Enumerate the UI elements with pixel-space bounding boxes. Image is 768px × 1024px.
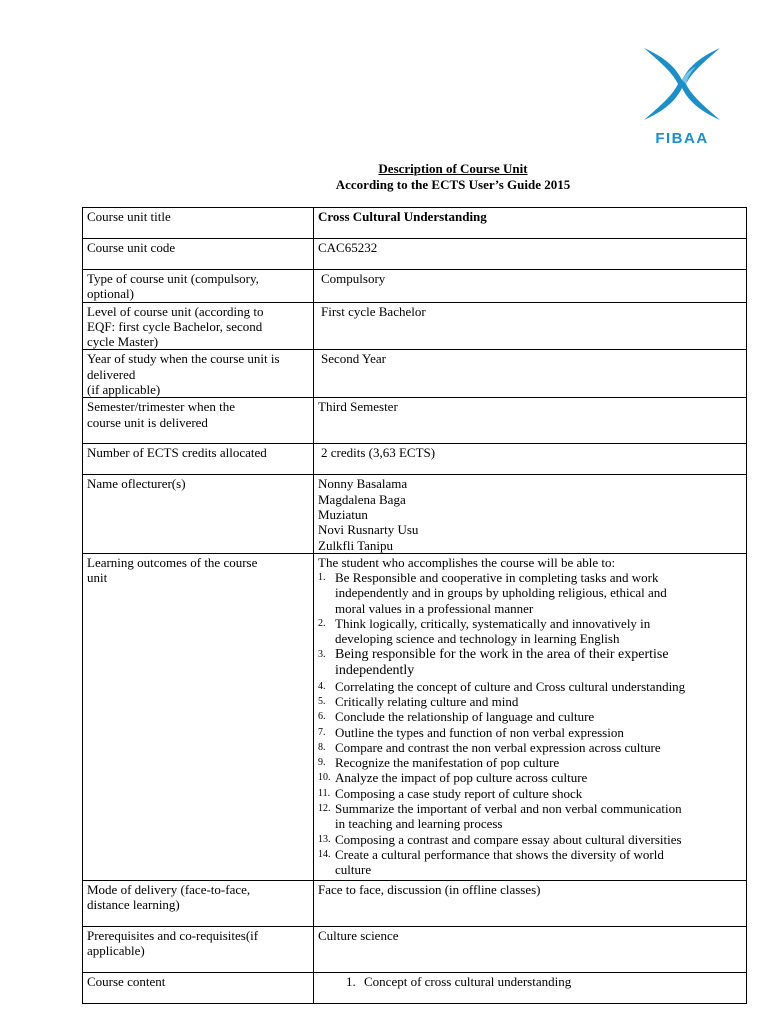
list-item: 14. Create a cultural performance that shows the diversity of world culture: [318, 846, 664, 878]
course-title-value: Cross Cultural Understanding: [314, 208, 747, 239]
lecturer-name: Nonny Basalama: [318, 476, 408, 492]
table-row: [83, 444, 747, 475]
row-label: Prerequisites and co-requisites(if applicable): [83, 926, 314, 972]
lecturers-value: [314, 475, 747, 553]
row-label: Semester/trimester when the course unit is delivered: [83, 398, 314, 444]
table-row: [83, 239, 747, 270]
list-item: 1. Concept of cross cultural understanding: [346, 973, 572, 989]
row-label: Name oflecturer(s): [83, 475, 314, 553]
table-row: [83, 208, 747, 239]
list-item: 12. Summarize the important of verbal and non verbal communication in teaching and learning process: [318, 801, 682, 832]
outcomes-list: [318, 570, 743, 877]
row-label: Year of study when the course unit is delivered (if applicable): [83, 350, 314, 398]
lecturer-name: Muziatun: [318, 506, 368, 522]
lecturer-name: Novi Rusnarty Usu: [318, 522, 419, 538]
document-title: Description of Course Unit: [378, 161, 528, 176]
document-subtitle: According to the ECTS User’s Guide 2015: [335, 177, 571, 192]
table-row: [83, 926, 747, 972]
course-description-table: [82, 207, 747, 1004]
table-row: [83, 398, 747, 444]
row-label: Mode of delivery (face-to-face, distance learning): [83, 880, 314, 926]
list-item: 7. Outline the types and function of non verbal expression: [318, 724, 624, 740]
list-item: 13. Composing a contrast and compare essay about cultural diversities: [318, 831, 682, 847]
course-type-value: Compulsory: [314, 270, 747, 303]
fibaa-logo: [634, 44, 730, 148]
year-of-study-value: Second Year: [314, 350, 747, 398]
fibaa-brand-text: FIBAA: [655, 130, 709, 147]
semester-value: Third Semester: [314, 398, 747, 444]
fibaa-x-star-icon: [642, 44, 722, 124]
table-row: [83, 350, 747, 398]
table-row: [83, 880, 747, 926]
list-item: 8. Compare and contrast the non verbal expression across culture: [318, 739, 661, 755]
list-item: 4. Correlating the concept of culture and Cross cultural understanding: [318, 678, 686, 694]
lecturer-name: Magdalena Baga: [318, 491, 406, 507]
ects-credits-value: 2 credits (3,63 ECTS): [314, 444, 747, 475]
table-row: [83, 475, 747, 553]
lecturer-name: Zulkfli Tanipu: [318, 537, 394, 553]
row-label: Level of course unit (according to EQF: first cycle Bachelor, second cycle Master): [83, 302, 314, 350]
outcomes-intro: The student who accomplishes the course will be able to:: [318, 554, 616, 570]
list-item: 6. Conclude the relationship of language and culture: [318, 709, 595, 725]
table-row: [83, 270, 747, 303]
row-label: Type of course unit (compulsory, optional): [83, 270, 314, 303]
list-item: 10. Analyze the impact of pop culture across culture: [318, 770, 588, 786]
table-row: [83, 302, 747, 350]
list-item: 3. Being responsible for the work in the area of their expertise independently: [318, 646, 669, 678]
course-level-value: First cycle Bachelor: [314, 302, 747, 350]
row-label: Number of ECTS credits allocated: [83, 444, 314, 475]
course-content-value: [314, 972, 747, 1003]
list-item: 11. Composing a case study report of culture shock: [318, 785, 583, 801]
list-item: 5. Critically relating culture and mind: [318, 693, 519, 709]
row-label: Course content: [83, 972, 314, 1003]
row-label: Learning outcomes of the course unit: [83, 553, 314, 880]
list-item: 9. Recognize the manifestation of pop culture: [318, 755, 560, 771]
table-row: [83, 553, 747, 880]
list-item: 2. Think logically, critically, systematically and innovatively in developing science and technology in learning English: [318, 616, 651, 647]
prerequisites-value: Culture science: [314, 926, 747, 972]
list-item: 1. Be Responsible and cooperative in completing tasks and work independently and in groups by upholding religious, ethical and moral values in a professional manner: [318, 570, 667, 616]
learning-outcomes-value: [314, 553, 747, 880]
mode-of-delivery-value: Face to face, discussion (in offline classes): [314, 880, 747, 926]
row-label: Course unit title: [83, 208, 314, 239]
row-label: Course unit code: [83, 239, 314, 270]
table-row: [83, 972, 747, 1003]
course-code-value: CAC65232: [314, 239, 747, 270]
